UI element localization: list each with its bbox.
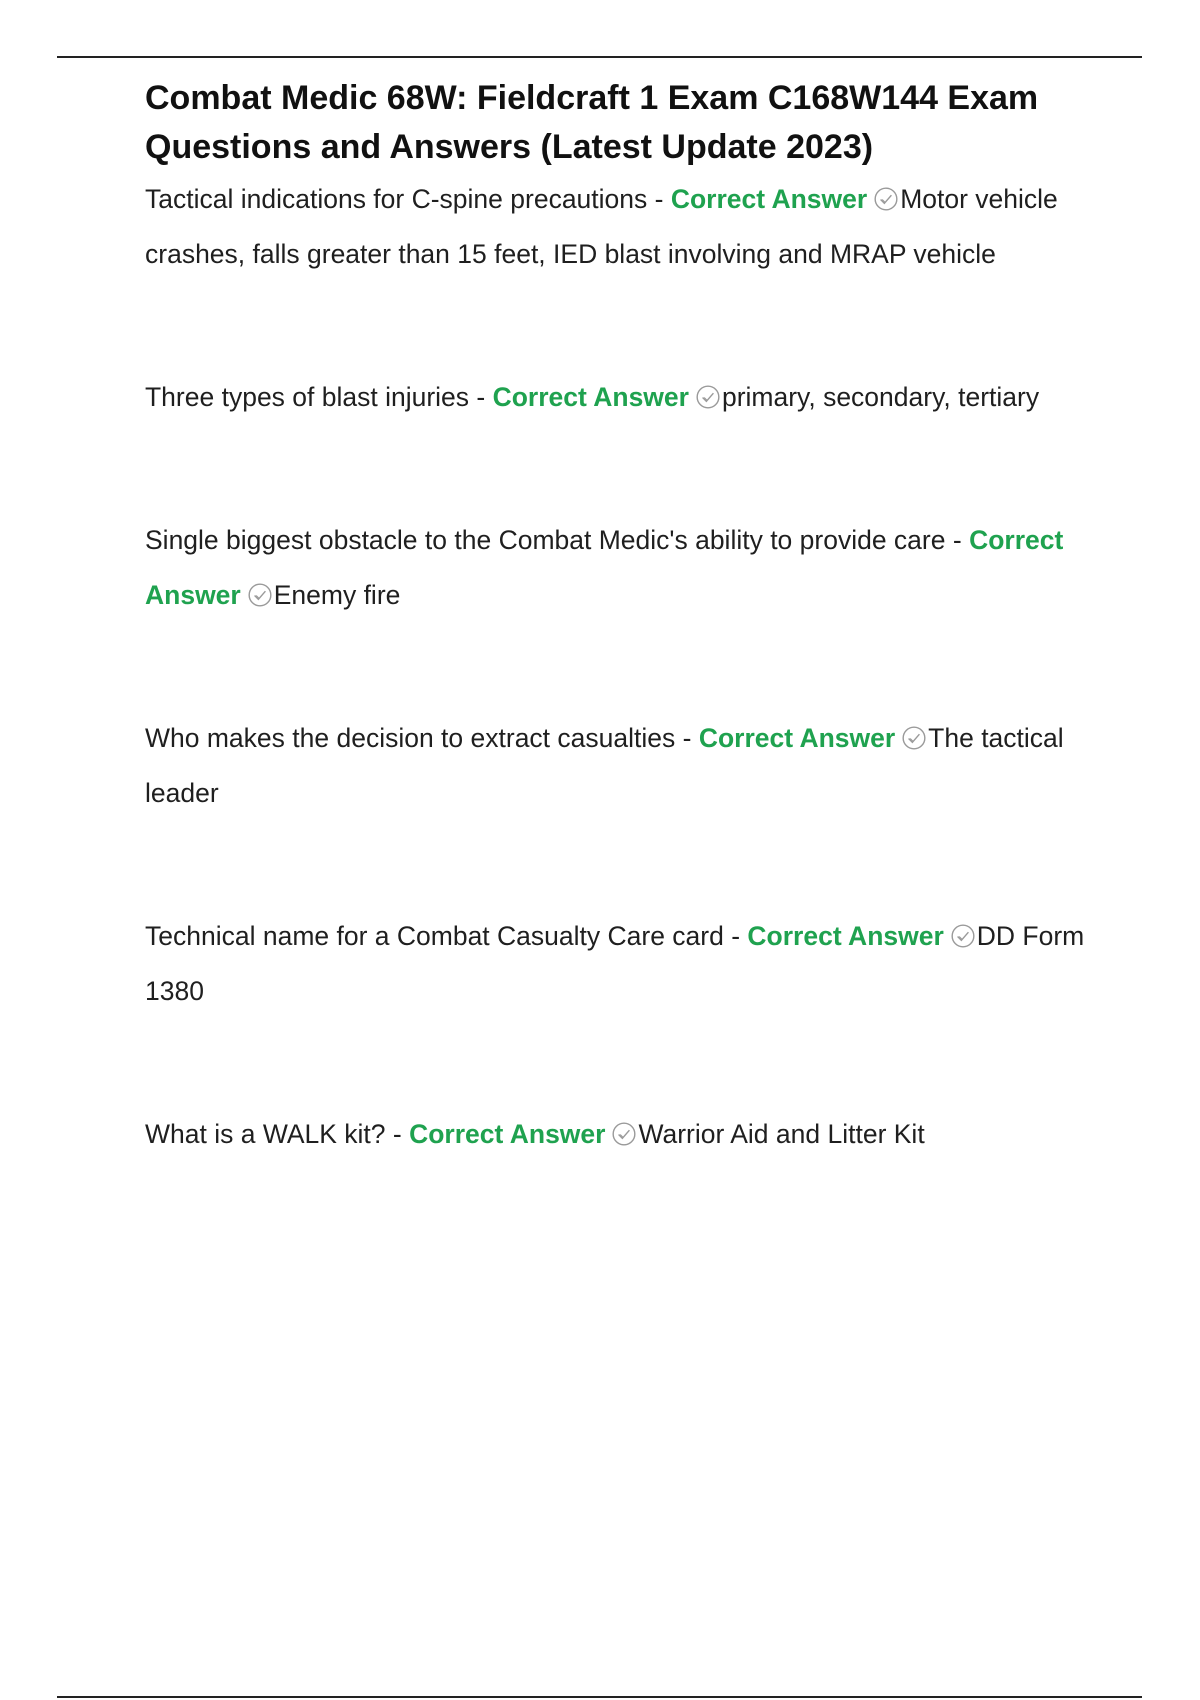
qa-item	[145, 172, 1090, 282]
answer-text: Motor vehicle crashes, falls greater than 15 feet, IED blast involving and MRAP vehicle	[145, 184, 1058, 269]
check-circle-icon	[873, 186, 899, 212]
answer-text: The tactical leader	[145, 723, 1064, 808]
check-circle-icon	[901, 725, 927, 751]
correct-answer-label: Correct Answer	[145, 525, 1064, 610]
question-text: Tactical indications for C-spine precautions	[145, 184, 648, 214]
answer-text: primary, secondary, tertiary	[721, 382, 1040, 412]
check-circle-icon	[950, 923, 976, 949]
correct-answer-label: Correct Answer	[747, 921, 944, 951]
separator: -	[675, 723, 699, 753]
correct-answer-label: Correct Answer	[409, 1119, 606, 1149]
check-circle-icon	[695, 384, 721, 410]
check-circle-icon	[611, 1121, 637, 1147]
question-text: Who makes the decision to extract casualties	[145, 723, 676, 753]
top-rule	[57, 56, 1142, 58]
correct-answer-label: Correct Answer	[698, 723, 896, 753]
answer-text: Enemy fire	[273, 580, 401, 610]
check-circle-icon	[247, 582, 273, 608]
separator: -	[945, 525, 970, 555]
question-text: What is a WALK kit?	[145, 1119, 386, 1149]
correct-answer-label: Correct Answer	[492, 382, 689, 412]
qa-item	[145, 711, 1090, 821]
question-text: Three types of blast injuries	[145, 382, 470, 412]
question-text: Technical name for a Combat Casualty Care card	[145, 921, 724, 951]
qa-item	[145, 1107, 1090, 1162]
answer-text: DD Form 1380	[145, 921, 1085, 1006]
document-title: Combat Medic 68W: Fieldcraft 1 Exam C168W144 Exam Questions and Answers (Latest Update 2023)	[145, 79, 1039, 166]
separator: -	[385, 1119, 410, 1149]
qa-item	[145, 513, 1090, 623]
separator: -	[469, 382, 493, 412]
question-text: Single biggest obstacle to the Combat Medic's ability to provide care	[145, 525, 946, 555]
qa-item	[145, 909, 1090, 1019]
bottom-rule	[57, 1696, 1142, 1698]
answer-text: Warrior Aid and Litter Kit	[638, 1119, 925, 1149]
separator: -	[723, 921, 748, 951]
separator: -	[647, 184, 671, 214]
correct-answer-label: Correct Answer	[670, 184, 868, 214]
qa-item	[145, 370, 1090, 425]
document-body	[145, 74, 1090, 1162]
